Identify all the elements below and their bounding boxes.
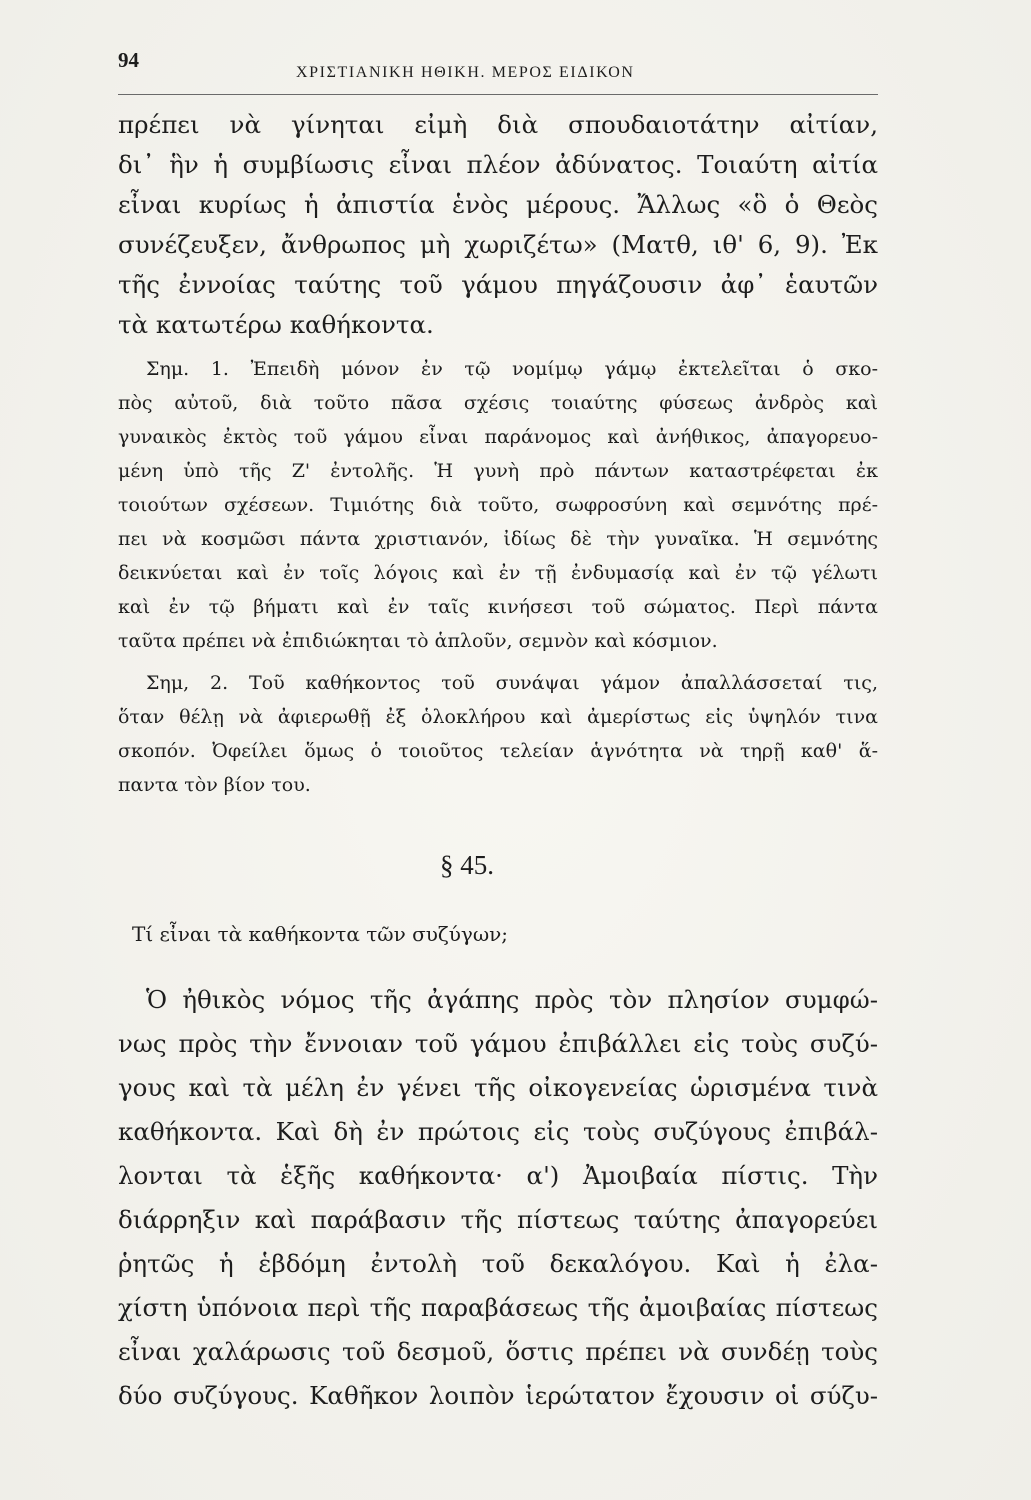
text-line: τὰ κατωτέρω καθήκοντα. xyxy=(118,310,434,339)
text-line: Ὁ ἠθικὸς νόμος τῆς ἀγάπης πρὸς τὸν πλησίον συμφώ- xyxy=(146,985,878,1014)
running-title: ΧΡΙΣΤΙΑΝΙΚΗ ΗΘΙΚΗ. ΜΕΡΟΣ ΕΙΔΙΚΟΝ xyxy=(296,64,635,81)
text-line: ῥητῶς ἡ ἑβδόμη ἐντολὴ τοῦ δεκαλόγου. Καὶ ἡ ἐλα- xyxy=(118,1249,878,1278)
text-line: δύο συζύγους. Καθῆκον λοιπὸν ἱερώτατον ἔχουσιν οἱ σύζυ- xyxy=(118,1381,878,1410)
text-line: μένη ὑπὸ τῆς Ζ' ἐντολῆς. Ἡ γυνὴ πρὸ πάντων καταστρέφεται ἐκ xyxy=(118,460,878,482)
page-number: 94 xyxy=(118,48,139,72)
text-line: νως πρὸς τὴν ἔννοιαν τοῦ γάμου ἐπιβάλλει εἰς τοὺς συζύ- xyxy=(118,1029,878,1058)
page-header xyxy=(118,44,878,94)
text-line: χίστη ὑπόνοια περὶ τῆς παραβάσεως τῆς ἀμοιβαίας πίστεως xyxy=(118,1293,878,1322)
header-rule xyxy=(118,94,878,95)
text-line: πὸς αὐτοῦ, διὰ τοῦτο πᾶσα σχέσις τοιαύτης φύσεως ἀνδρὸς καὶ xyxy=(118,392,878,414)
section-question: Τί εἶναι τὰ καθήκοντα τῶν συζύγων; xyxy=(132,922,509,946)
text-line: τῆς ἐννοίας ταύτης τοῦ γάμου πηγάζουσιν ἀφ᾽ ἑαυτῶν xyxy=(118,270,878,299)
text-line: σκοπόν. Ὀφείλει ὅμως ὁ τοιοῦτος τελείαν ἁγνότητα νὰ τηρῇ καθ' ἅ- xyxy=(118,740,878,762)
text-line: καθήκοντα. Καὶ δὴ ἐν πρώτοις εἰς τοὺς συζύγους ἐπιβάλ- xyxy=(118,1117,878,1146)
section-heading: § 45. xyxy=(440,850,494,880)
text-line: δεικνύεται καὶ ἐν τοῖς λόγοις καὶ ἐν τῇ ἐνδυμασίᾳ καὶ ἐν τῷ γέλωτι xyxy=(118,562,878,584)
text-line: Σημ. 1. Ἐπειδὴ μόνον ἐν τῷ νομίμῳ γάμῳ ἐκτελεῖται ὁ σκο- xyxy=(146,358,878,380)
text-line: παντα τὸν βίον του. xyxy=(118,774,311,796)
text-line: Σημ, 2. Τοῦ καθήκοντος τοῦ συνάψαι γάμον ἀπαλλάσσεταί τις, xyxy=(146,672,878,694)
text-line: διάρρηξιν καὶ παράβασιν τῆς πίστεως ταύτης ἀπαγορεύει xyxy=(118,1205,878,1234)
text-line: λονται τὰ ἑξῆς καθήκοντα· α') Ἀμοιβαία πίστις. Τὴν xyxy=(118,1161,878,1190)
text-line: καὶ ἐν τῷ βήματι καὶ ἐν ταῖς κινήσεσι τοῦ σώματος. Περὶ πάντα xyxy=(118,596,878,618)
text-line: γυναικὸς ἐκτὸς τοῦ γάμου εἶναι παράνομος καὶ ἀνήθικος, ἀπαγορευο- xyxy=(118,426,878,448)
text-line: πει νὰ κοσμῶσι πάντα χριστιανόν, ἰδίως δὲ τὴν γυναῖκα. Ἡ σεμνότης xyxy=(118,528,878,550)
text-line: πρέπει νὰ γίνηται εἰμὴ διὰ σπουδαιοτάτην αἰτίαν, xyxy=(118,110,878,139)
text-line: γους καὶ τὰ μέλη ἐν γένει τῆς οἰκογενείας ὡρισμένα τινὰ xyxy=(118,1073,878,1102)
text-line: ταῦτα πρέπει νὰ ἐπιδιώκηται τὸ ἁπλοῦν, σεμνὸν καὶ κόσμιον. xyxy=(118,630,718,652)
text-line: εἶναι κυρίως ἡ ἀπιστία ἑνὸς μέρους. Ἄλλως «ὃ ὁ Θεὸς xyxy=(118,190,878,219)
text-line: τοιούτων σχέσεων. Τιμιότης διὰ τοῦτο, σωφροσύνη καὶ σεμνότης πρέ- xyxy=(118,494,878,516)
text-line: συνέζευξεν, ἄνθρωπος μὴ χωριζέτω» (Ματθ, ιθ' 6, 9). Ἐκ xyxy=(118,230,878,259)
text-line: εἶναι χαλάρωσις τοῦ δεσμοῦ, ὅστις πρέπει νὰ συνδέῃ τοὺς xyxy=(118,1337,878,1366)
text-line: δι᾽ ἣν ἡ συμβίωσις εἶναι πλέον ἀδύνατος. Τοιαύτη αἰτία xyxy=(118,150,878,179)
text-line: ὅταν θέλῃ νὰ ἀφιερωθῇ ἐξ ὁλοκλήρου καὶ ἀμερίστως εἰς ὑψηλόν τινα xyxy=(118,706,878,728)
